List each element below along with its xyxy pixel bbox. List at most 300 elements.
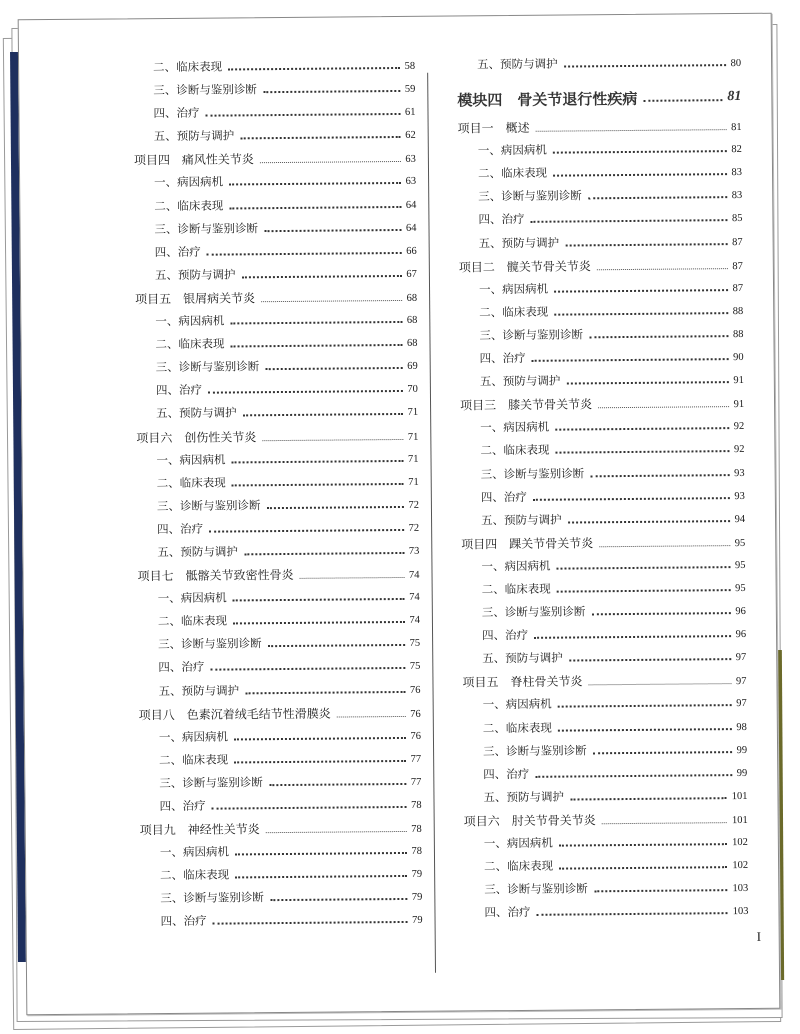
toc-entry-page: 79: [412, 915, 423, 927]
toc-project-entry: [458, 810, 748, 836]
toc-section-entry: [452, 186, 742, 212]
toc-section-entry: [456, 625, 746, 651]
toc-entry-label: 一、病因病机: [480, 419, 550, 435]
toc-dot-leader: [268, 644, 405, 647]
toc-entry-page: 78: [410, 799, 422, 811]
toc-entry-page: 93: [734, 467, 745, 479]
toc-entry-page: 74: [408, 569, 420, 581]
toc-entry-label: 三、诊断与鉴别诊断: [155, 359, 260, 375]
toc-entry-page: 97: [735, 676, 747, 688]
toc-entry-page: 76: [410, 730, 421, 742]
toc-dot-leader: [266, 831, 406, 833]
toc-section-entry: [127, 57, 415, 83]
toc-entry-page: 78: [411, 846, 422, 858]
toc-entry-page: 87: [732, 282, 744, 294]
toc-entry-page: 63: [405, 176, 417, 188]
toc-dot-leader: [569, 658, 731, 661]
toc-entry-page: 71: [407, 407, 419, 419]
toc-dot-leader: [212, 806, 407, 810]
toc-entry-page: 93: [734, 490, 745, 502]
toc-entry-page: 80: [730, 57, 742, 70]
toc-entry-label: 二、临床表现: [482, 720, 552, 735]
toc-dot-leader: [598, 406, 728, 408]
toc-project-entry: [131, 565, 419, 591]
toc-entry-page: 69: [407, 361, 418, 373]
toc-entry-page: 92: [733, 444, 745, 456]
toc-dot-leader: [554, 312, 728, 316]
toc-entry-page: 91: [733, 399, 745, 411]
toc-dot-leader: [597, 268, 727, 270]
toc-section-entry: [129, 242, 417, 268]
toc-entry-label: 四、治疗: [157, 521, 204, 536]
toc-dot-leader: [530, 220, 727, 224]
toc-section-entry: [458, 856, 748, 882]
toc-page: [18, 13, 781, 1016]
toc-entry-page: 79: [411, 892, 423, 904]
toc-dot-leader: [210, 667, 405, 671]
toc-section-entry: [132, 588, 420, 614]
toc-dot-leader: [234, 760, 406, 763]
toc-dot-leader: [245, 690, 405, 693]
toc-project-entry: [453, 256, 743, 282]
toc-entry-label: 项目七 骶髂关节致密性骨炎: [137, 567, 294, 584]
toc-entry-label: 项目四 痛风性关节炎: [133, 152, 254, 168]
toc-dot-leader: [602, 822, 727, 824]
toc-dot-leader: [594, 889, 728, 892]
toc-entry-label: 二、临床表现: [480, 443, 550, 458]
toc-entry-page: 63: [405, 154, 416, 166]
toc-dot-leader: [244, 552, 404, 555]
toc-dot-leader: [558, 705, 732, 709]
toc-dot-leader: [229, 182, 401, 185]
toc-dot-leader: [555, 451, 729, 455]
toc-section-entry: [454, 440, 744, 466]
column-divider: [427, 73, 436, 973]
toc-dot-leader: [643, 99, 722, 102]
toc-entry-label: 一、病因病机: [156, 452, 226, 467]
toc-dot-leader: [590, 474, 729, 477]
toc-entry-label: 项目三 膝关节骨关节炎: [459, 397, 593, 413]
toc-dot-leader: [241, 275, 401, 278]
toc-entry-page: 101: [731, 790, 748, 802]
toc-entry-label: 一、病因病机: [482, 697, 552, 712]
toc-entry-page: 74: [409, 615, 420, 627]
toc-entry-label: 五、预防与调护: [156, 405, 237, 421]
toc-dot-leader: [591, 612, 730, 615]
toc-dot-leader: [532, 358, 729, 362]
toc-entry-label: 二、临床表现: [155, 336, 225, 352]
toc-entry-label: 项目五 银屑病关节炎: [135, 291, 256, 307]
toc-entry-label: 四、治疗: [483, 766, 530, 781]
toc-entry-page: 64: [405, 222, 417, 234]
toc-section-entry: [134, 865, 422, 891]
toc-entry-label: 模块四 骨关节退行性疾病: [457, 89, 638, 110]
toc-entry-label: 一、病因病机: [155, 313, 225, 329]
toc-section-entry: [134, 911, 422, 937]
toc-dot-leader: [554, 289, 728, 293]
toc-entry-page: 98: [736, 721, 747, 733]
toc-entry-page: 68: [406, 337, 418, 350]
toc-project-entry: [133, 703, 421, 729]
toc-entry-page: 75: [409, 638, 421, 650]
toc-section-entry: [130, 380, 418, 406]
toc-entry-page: 79: [411, 869, 423, 881]
toc-section-entry: [458, 879, 748, 905]
toc-dot-leader: [228, 67, 400, 70]
toc-dot-leader: [535, 774, 732, 778]
toc-entry-label: 三、诊断与鉴别诊断: [484, 881, 588, 897]
toc-entry-label: 一、病因病机: [478, 281, 549, 297]
toc-section-entry: [453, 279, 743, 305]
toc-dot-leader: [556, 566, 730, 570]
toc-section-entry: [127, 103, 415, 129]
toc-entry-page: 83: [731, 167, 743, 179]
toc-section-entry: [453, 233, 743, 259]
toc-section-entry: [129, 334, 417, 360]
toc-entry-label: 二、临床表现: [160, 867, 230, 883]
toc-dot-leader: [240, 136, 400, 139]
toc-section-entry: [453, 325, 743, 351]
toc-entry-page: 74: [409, 591, 420, 604]
toc-section-entry: [131, 519, 419, 545]
toc-dot-leader: [207, 252, 402, 256]
toc-dot-leader: [270, 898, 407, 901]
toc-section-entry: [131, 496, 419, 522]
toc-entry-page: 59: [404, 83, 416, 96]
toc-section-entry: [454, 417, 744, 443]
toc-section-entry: [129, 265, 417, 291]
toc-project-entry: [456, 671, 746, 697]
toc-entry-label: 五、预防与调护: [482, 650, 563, 666]
toc-entry-page: 97: [735, 652, 747, 664]
toc-entry-label: 五、预防与调护: [154, 267, 236, 282]
toc-dot-leader: [534, 635, 731, 639]
toc-entry-label: 五、预防与调护: [158, 682, 240, 698]
toc-section-entry: [130, 449, 418, 475]
toc-entry-label: 三、诊断与鉴别诊断: [480, 465, 585, 481]
toc-entry-label: 四、治疗: [480, 489, 527, 504]
toc-entry-label: 项目五 脊柱骨关节炎: [462, 674, 583, 690]
toc-entry-label: 五、预防与调护: [479, 373, 561, 389]
toc-entry-page: 85: [731, 213, 743, 225]
toc-dot-leader: [558, 728, 732, 732]
toc-entry-label: 四、治疗: [154, 244, 201, 259]
toc-entry-page: 68: [406, 314, 418, 326]
toc-right-column: [451, 54, 749, 928]
toc-entry-label: 一、病因病机: [483, 835, 553, 851]
toc-dot-leader: [264, 229, 401, 232]
toc-dot-leader: [589, 335, 728, 338]
toc-entry-label: 三、诊断与鉴别诊断: [481, 604, 586, 620]
toc-section-entry: [452, 140, 742, 166]
toc-entry-label: 一、病因病机: [481, 558, 551, 574]
toc-section-entry: [134, 842, 422, 868]
toc-entry-page: 76: [409, 684, 421, 696]
toc-section-entry: [132, 611, 420, 637]
toc-entry-page: 97: [736, 698, 747, 710]
toc-section-entry: [131, 542, 419, 568]
toc-entry-label: 一、病因病机: [154, 174, 224, 190]
toc-entry-page: 83: [731, 190, 743, 202]
toc-dot-leader: [243, 413, 403, 416]
toc-section-entry: [133, 727, 421, 753]
toc-dot-leader: [266, 506, 403, 509]
toc-dot-leader: [269, 783, 406, 786]
toc-section-entry: [458, 902, 748, 928]
page-number: I: [756, 928, 762, 944]
toc-entry-page: 73: [408, 545, 420, 557]
toc-section-entry: [457, 718, 747, 744]
toc-dot-leader: [235, 875, 407, 878]
toc-section-entry: [134, 888, 422, 914]
toc-section-entry: [454, 348, 744, 374]
toc-dot-leader: [588, 197, 727, 200]
toc-dot-leader: [232, 483, 404, 486]
toc-entry-page: 78: [411, 823, 422, 835]
toc-dot-leader: [232, 460, 404, 463]
toc-entry-page: 95: [734, 537, 746, 549]
toc-project-entry: [128, 149, 416, 175]
toc-entry-label: 二、临床表现: [481, 581, 551, 597]
toc-entry-label: 四、治疗: [484, 905, 531, 920]
toc-dot-leader: [566, 381, 728, 384]
toc-entry-label: 项目二 髋关节骨关节炎: [458, 258, 591, 275]
toc-dot-leader: [536, 129, 726, 132]
toc-entry-label: 二、临床表现: [156, 475, 226, 490]
toc-project-entry: [130, 426, 418, 452]
toc-entry-page: 87: [732, 236, 743, 248]
toc-entry-page: 101: [731, 814, 748, 827]
toc-section-entry: [456, 579, 746, 605]
toc-section-entry: [133, 773, 421, 799]
toc-entry-label: 三、诊断与鉴别诊断: [153, 82, 257, 98]
toc-entry-page: 61: [404, 107, 416, 119]
toc-project-entry: [455, 533, 745, 559]
toc-entry-label: 五、预防与调护: [153, 128, 235, 144]
toc-entry-label: 二、临床表现: [157, 613, 227, 629]
toc-entry-page: 72: [408, 499, 419, 511]
toc-dot-leader: [261, 300, 401, 302]
toc-entry-label: 三、诊断与鉴别诊断: [483, 742, 587, 758]
toc-dot-leader: [555, 427, 729, 431]
toc-entry-label: 一、病因病机: [159, 844, 230, 860]
toc-project-entry: [452, 117, 742, 143]
toc-entry-page: 71: [407, 431, 419, 443]
toc-entry-page: 87: [732, 260, 743, 272]
toc-dot-leader: [337, 716, 405, 718]
toc-entry-page: 62: [405, 130, 416, 142]
toc-entry-page: 58: [404, 60, 416, 72]
toc-dot-leader: [533, 497, 730, 501]
toc-dot-leader: [233, 598, 405, 601]
toc-entry-page: 67: [406, 268, 417, 280]
toc-section-entry: [132, 634, 420, 660]
toc-dot-leader: [565, 243, 727, 246]
toc-entry-page: 92: [733, 421, 745, 433]
toc-entry-label: 四、治疗: [478, 212, 525, 227]
toc-entry-label: 五、预防与调护: [483, 789, 565, 805]
toc-entry-label: 项目四 踝关节骨关节炎: [461, 536, 594, 552]
toc-entry-page: 75: [409, 661, 421, 673]
toc-section-entry: [453, 302, 743, 328]
toc-dot-leader: [263, 90, 400, 93]
toc-entry-label: 项目八 色素沉着绒毛结节性滑膜炎: [138, 706, 331, 722]
toc-dot-leader: [235, 852, 407, 855]
toc-dot-leader: [557, 589, 731, 593]
toc-dot-leader: [568, 520, 730, 523]
toc-entry-label: 项目一 概述: [457, 120, 530, 136]
toc-entry-label: 项目六 肘关节骨关节炎: [463, 813, 596, 829]
toc-entry-page: 77: [410, 753, 422, 765]
toc-entry-label: 项目六 创伤性关节炎: [136, 429, 257, 445]
toc-section-entry: [456, 602, 746, 628]
toc-entry-label: 四、治疗: [159, 798, 206, 814]
toc-section-entry: [133, 796, 421, 822]
toc-section-entry: [451, 54, 741, 80]
toc-section-entry: [128, 218, 416, 244]
toc-project-entry: [454, 394, 744, 420]
toc-section-entry: [457, 694, 747, 720]
toc-entry-page: 76: [410, 708, 421, 720]
toc-dot-leader: [209, 529, 404, 533]
toc-entry-page: 70: [407, 384, 418, 396]
toc-dot-leader: [593, 751, 732, 754]
toc-dot-leader: [208, 390, 403, 394]
toc-dot-leader: [213, 921, 408, 925]
toc-section-entry: [132, 680, 420, 706]
toc-entry-page: 96: [735, 606, 746, 618]
toc-dot-leader: [265, 367, 402, 370]
toc-entry-page: 102: [732, 860, 749, 872]
toc-dot-leader: [599, 545, 729, 547]
toc-section-entry: [457, 764, 747, 790]
toc-entry-label: 二、临床表现: [159, 752, 229, 767]
toc-entry-label: 三、诊断与鉴别诊断: [158, 636, 262, 652]
toc-entry-page: 81: [727, 89, 742, 105]
toc-section-entry: [128, 195, 416, 221]
toc-entry-label: 二、临床表现: [477, 165, 548, 181]
toc-dot-leader: [233, 621, 405, 624]
toc-entry-page: 99: [736, 767, 748, 779]
toc-entry-page: 96: [735, 629, 747, 641]
toc-entry-label: 五、预防与调护: [480, 512, 562, 527]
toc-entry-label: 四、治疗: [160, 914, 207, 929]
toc-entry-label: 五、预防与调护: [478, 235, 560, 250]
toc-entry-label: 一、病因病机: [158, 729, 228, 744]
toc-section-entry: [455, 510, 745, 536]
toc-entry-page: 94: [734, 513, 746, 525]
toc-entry-label: 五、预防与调护: [157, 544, 238, 560]
toc-section-entry: [457, 741, 747, 767]
toc-entry-label: 三、诊断与鉴别诊断: [159, 775, 263, 791]
toc-dot-leader: [559, 866, 727, 869]
toc-dot-leader: [559, 843, 727, 846]
toc-section-entry: [129, 311, 417, 337]
toc-entry-label: 四、治疗: [158, 660, 205, 675]
toc-entry-page: 99: [736, 744, 748, 756]
toc-section-entry: [455, 556, 745, 582]
toc-dot-leader: [300, 577, 404, 579]
toc-entry-label: 四、治疗: [482, 628, 529, 643]
toc-entry-label: 二、临床表现: [479, 304, 549, 320]
toc-dot-leader: [206, 113, 401, 117]
toc-section-entry: [452, 163, 742, 189]
toc-dot-leader: [234, 737, 406, 740]
toc-dot-leader: [536, 912, 727, 916]
toc-entry-label: 项目九 神经性关节炎: [139, 822, 260, 838]
toc-entry-page: 71: [408, 476, 419, 488]
toc-dot-leader: [231, 344, 403, 347]
toc-entry-page: 103: [732, 883, 749, 895]
toc-entry-label: 四、治疗: [153, 105, 200, 121]
toc-section-entry: [130, 403, 418, 429]
toc-entry-label: 二、临床表现: [484, 858, 554, 874]
toc-section-entry: [455, 463, 745, 489]
toc-entry-label: 一、病因病机: [157, 590, 227, 606]
toc-dot-leader: [570, 797, 727, 800]
toc-entry-page: 88: [732, 305, 744, 317]
toc-dot-leader: [229, 206, 401, 209]
toc-section-entry: [130, 357, 418, 383]
toc-section-entry: [132, 657, 420, 683]
toc-entry-page: 68: [406, 292, 418, 304]
toc-dot-leader: [553, 173, 727, 177]
toc-dot-leader: [262, 438, 402, 440]
toc-dot-leader: [230, 321, 402, 324]
toc-dot-leader: [564, 64, 726, 67]
toc-entry-page: 72: [408, 522, 420, 534]
toc-project-entry: [134, 819, 422, 845]
toc-entry-label: 四、治疗: [479, 350, 526, 366]
toc-entry-page: 102: [732, 836, 748, 849]
toc-entry-label: 二、临床表现: [153, 59, 223, 75]
toc-entry-page: 71: [407, 453, 419, 465]
toc-entry-label: 一、病因病机: [477, 142, 547, 158]
toc-entry-page: 82: [731, 144, 742, 156]
toc-entry-label: 三、诊断与鉴别诊断: [156, 497, 261, 513]
toc-entry-page: 103: [732, 906, 749, 918]
toc-entry-page: 95: [734, 559, 746, 571]
toc-dot-leader: [260, 161, 400, 163]
toc-entry-label: 三、诊断与鉴别诊断: [154, 220, 259, 236]
toc-section-entry: [458, 833, 748, 859]
toc-entry-page: 66: [406, 245, 417, 257]
toc-entry-label: 三、诊断与鉴别诊断: [478, 188, 582, 204]
toc-section-entry: [456, 648, 746, 674]
toc-entry-page: 77: [410, 776, 422, 788]
toc-entry-page: 95: [735, 582, 746, 595]
toc-section-entry: [457, 787, 747, 813]
toc-section-entry: [454, 371, 744, 397]
toc-entry-label: 三、诊断与鉴别诊断: [160, 890, 264, 906]
toc-entry-label: 五、预防与调护: [477, 56, 558, 72]
toc-section-entry: [455, 487, 745, 513]
toc-entry-label: 二、临床表现: [154, 198, 224, 213]
toc-entry-label: 四、治疗: [155, 383, 202, 398]
toc-entry-page: 88: [732, 328, 744, 341]
toc-section-entry: [128, 126, 416, 152]
toc-entry-label: 三、诊断与鉴别诊断: [479, 327, 584, 343]
toc-module-heading: [451, 77, 741, 120]
toc-section-entry: [452, 209, 742, 235]
toc-dot-leader: [553, 150, 727, 154]
toc-section-entry: [127, 80, 415, 106]
toc-project-entry: [129, 288, 417, 314]
toc-section-entry: [133, 750, 421, 776]
toc-entry-page: 64: [405, 199, 417, 211]
toc-dot-leader: [589, 683, 731, 685]
toc-section-entry: [128, 172, 416, 198]
